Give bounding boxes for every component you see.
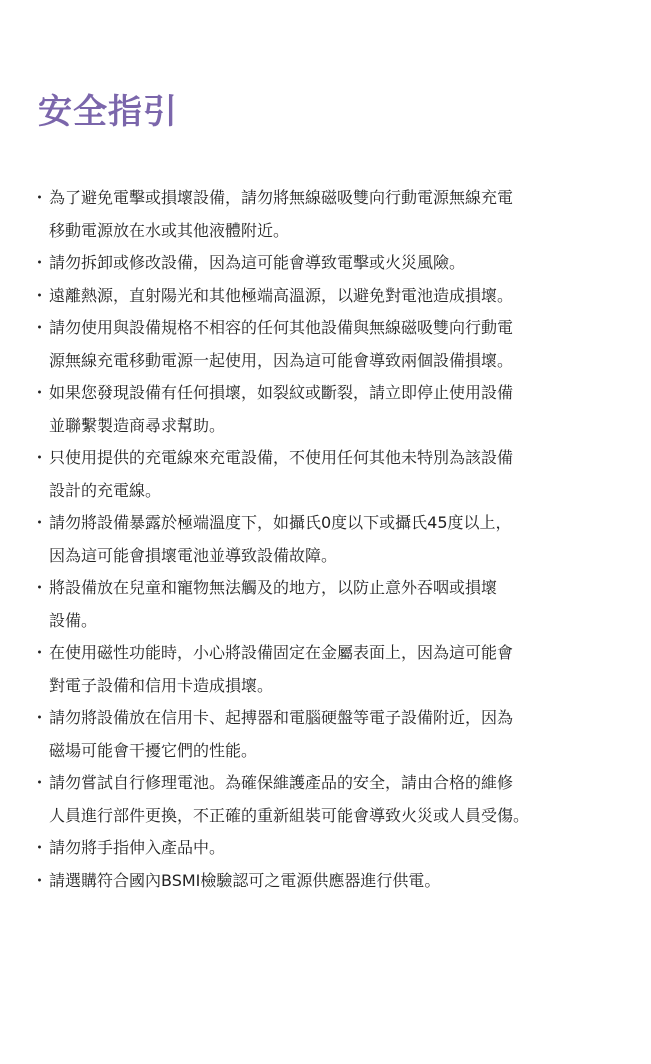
- safety-instructions-list: [30, 182, 630, 897]
- bullet-icon: ・: [31, 643, 48, 662]
- text-line: 對電子設備和信用卡造成損壞。: [49, 675, 274, 695]
- list-item: [30, 182, 630, 247]
- text-line: 源無線充電移動電源一起使用，因為這可能會導致兩個設備損壞。: [49, 350, 514, 370]
- bullet-icon: ・: [31, 448, 48, 467]
- bullet-icon: ・: [31, 285, 48, 305]
- bullet-icon: ・: [31, 708, 48, 727]
- list-item-text: [49, 182, 630, 247]
- list-item-text: [49, 767, 630, 832]
- list-item: [30, 247, 630, 280]
- bullet-icon: ・: [31, 513, 48, 532]
- list-item-text: [49, 442, 630, 507]
- text-line: 請勿將設備暴露於極端溫度下，如攝氏0度以下或攝氏45度以上，: [49, 513, 512, 532]
- list-item: [30, 507, 630, 572]
- text-line: 為了避免電擊或損壞設備，請勿將無線磁吸雙向行動電源無線充電: [49, 188, 514, 207]
- text-line: 因為這可能會損壞電池並導致設備故障。: [49, 545, 338, 565]
- text-line: 請勿將設備放在信用卡、起搏器和電腦硬盤等電子設備附近，因為: [49, 708, 514, 727]
- list-item: [30, 767, 630, 832]
- text-line: 人員進行部件更換，不正確的重新組裝可能會導致火災或人員受傷。: [49, 805, 530, 825]
- list-item: [30, 832, 630, 865]
- bullet-icon: ・: [31, 188, 48, 207]
- text-line: 如果您發現設備有任何損壞，如裂紋或斷裂，請立即停止使用設備: [49, 383, 514, 402]
- text-line: 請勿拆卸或修改設備，因為這可能會導致電擊或火災風險。: [49, 253, 466, 272]
- text-line: 將設備放在兒童和寵物無法觸及的地方，以防止意外吞咽或損壞: [49, 578, 498, 597]
- list-item-text: [49, 832, 630, 865]
- list-item-text: [49, 507, 630, 572]
- list-item-text: [49, 865, 630, 898]
- text-line: 請選購符合國內BSMI檢驗認可之電源供應器進行供電。: [49, 870, 441, 890]
- bullet-icon: ・: [31, 383, 48, 402]
- list-item-text: [49, 280, 630, 313]
- list-item-text: [49, 247, 630, 280]
- bullet-icon: ・: [31, 773, 48, 792]
- bullet-icon: ・: [31, 578, 48, 597]
- text-line: 設計的充電線。: [49, 480, 162, 500]
- bullet-icon: ・: [31, 838, 48, 857]
- list-item: [30, 312, 630, 377]
- text-line: 請勿使用與設備規格不相容的任何其他設備與無線磁吸雙向行動電: [49, 318, 514, 337]
- list-item-text: [49, 572, 630, 637]
- list-item: [30, 637, 630, 702]
- text-line: 請勿嘗試自行修理電池。為確保維護產品的安全，請由合格的維修: [49, 773, 514, 792]
- bullet-icon: ・: [31, 253, 48, 272]
- text-line: 移動電源放在水或其他液體附近。: [49, 220, 290, 240]
- list-item: [30, 572, 630, 637]
- text-line: 只使用提供的充電線來充電設備，不使用任何其他未特別為該設備: [49, 448, 514, 467]
- list-item: [30, 377, 630, 442]
- bullet-icon: ・: [31, 318, 48, 337]
- text-line: 磁場可能會干擾它們的性能。: [49, 740, 258, 760]
- text-line: 設備。: [49, 610, 98, 630]
- list-item-text: [49, 637, 630, 702]
- text-line: 在使用磁性功能時，小心將設備固定在金屬表面上，因為這可能會: [49, 643, 514, 662]
- list-item: [30, 702, 630, 767]
- text-line: 請勿將手指伸入產品中。: [49, 838, 226, 857]
- bullet-icon: ・: [31, 870, 48, 890]
- text-line: 遠離熱源，直射陽光和其他極端高溫源，以避免對電池造成損壞。: [49, 285, 514, 305]
- list-item: [30, 865, 630, 898]
- list-item: [30, 442, 630, 507]
- list-item: [30, 280, 630, 313]
- list-item-text: [49, 312, 630, 377]
- page-title: 安全指引: [38, 92, 178, 132]
- list-item-text: [49, 702, 630, 767]
- text-line: 並聯繫製造商尋求幫助。: [49, 415, 226, 435]
- list-item-text: [49, 377, 630, 442]
